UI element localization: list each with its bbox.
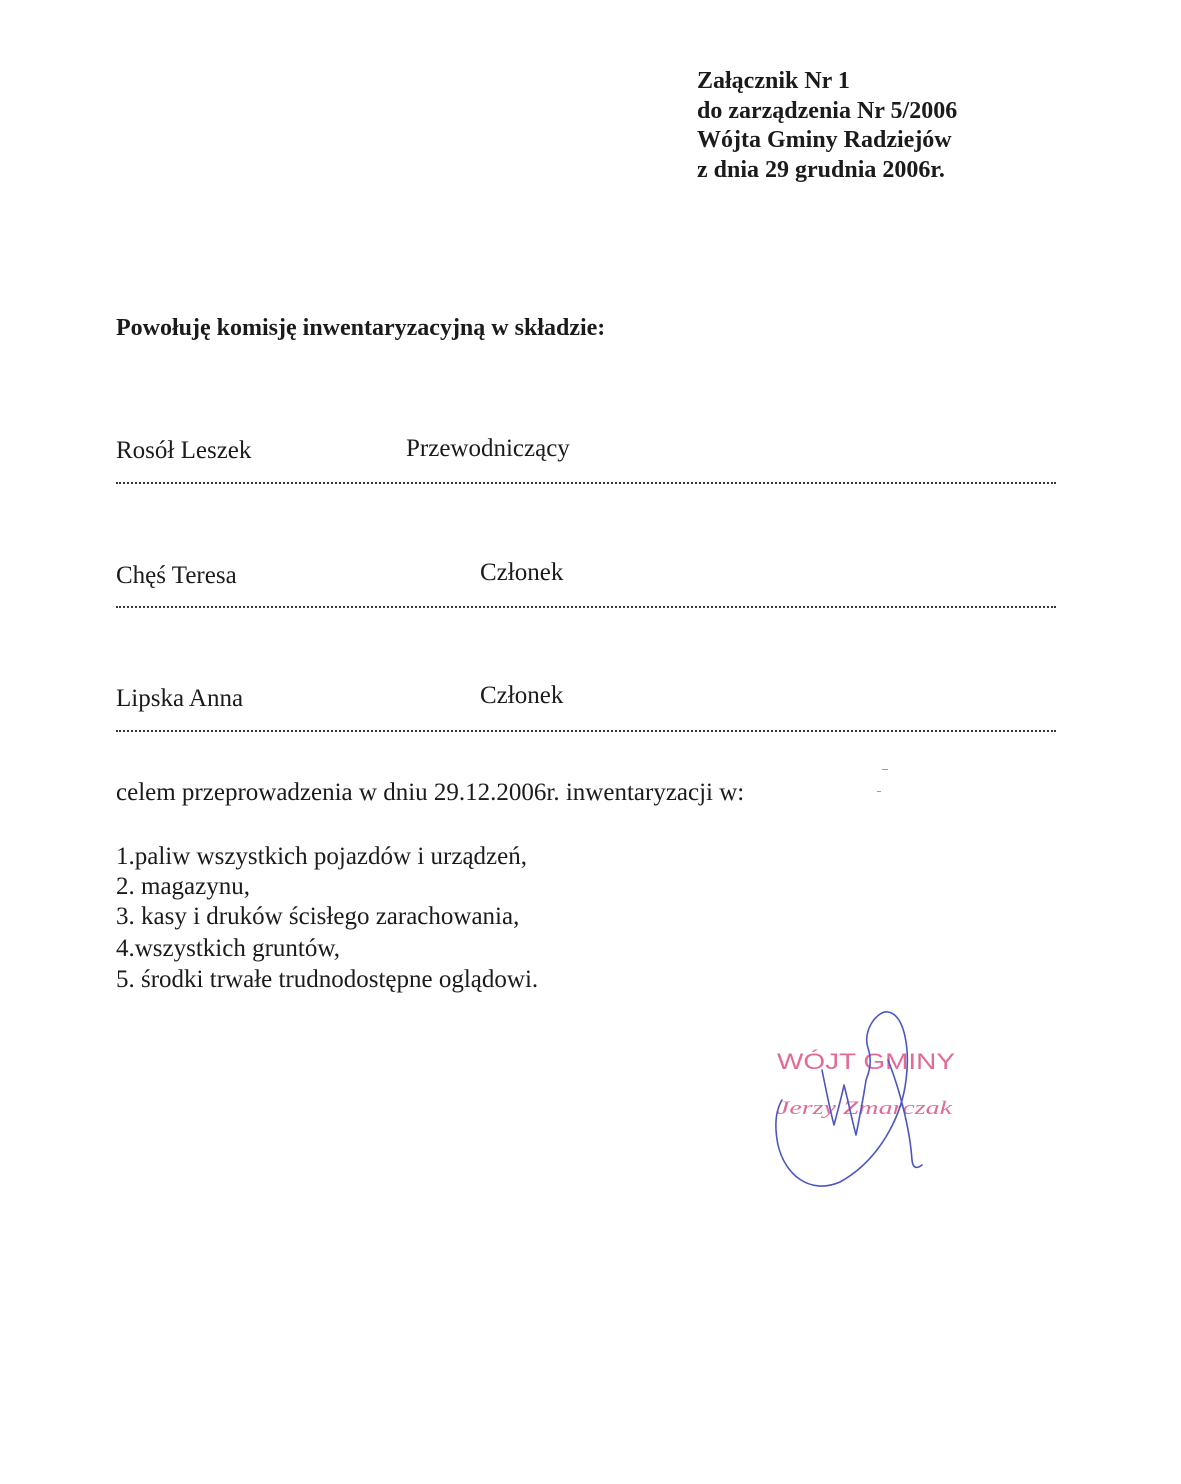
- intro-heading: Powołuję komisję inwentaryzacyjną w składzie:: [116, 315, 606, 341]
- list-item: 1.paliw wszystkich pojazdów i urządzeń,: [116, 843, 527, 870]
- list-item: 4.wszystkich gruntów,: [116, 935, 341, 962]
- stamp-title: WÓJT GMINY: [777, 1049, 956, 1074]
- header-line-order: do zarządzenia Nr 5/2006: [697, 97, 958, 124]
- header-line-date: z dnia 29 grudnia 2006r.: [697, 156, 945, 183]
- member-role: Przewodniczący: [406, 435, 570, 462]
- signature-dotted-line: [116, 482, 1056, 484]
- list-item: 2. magazynu,: [116, 873, 250, 900]
- member-name: Lipska Anna: [116, 685, 244, 712]
- stamp-name: Jerzy Zmarczak: [777, 1098, 953, 1119]
- signature-dotted-line: [116, 730, 1056, 732]
- member-name: Rosół Leszek: [116, 437, 252, 464]
- stamp-and-signature: [760, 1000, 980, 1200]
- header-line-authority: Wójta Gminy Radziejów: [697, 127, 952, 153]
- scan-mark: [882, 769, 888, 770]
- member-role: Członek: [480, 559, 564, 586]
- attachment-header: [697, 67, 957, 185]
- scan-mark: [877, 791, 881, 792]
- signature-dotted-line: [116, 606, 1056, 608]
- list-item: 3. kasy i druków ścisłego zarachowania,: [116, 903, 520, 930]
- header-line-attachment: Załącznik Nr 1: [697, 68, 850, 94]
- member-name: Chęś Teresa: [116, 562, 237, 589]
- member-role: Członek: [480, 682, 564, 709]
- purpose-text: celem przeprowadzenia w dniu 29.12.2006r. inwentaryzacji w:: [116, 779, 745, 806]
- list-item: 5. środki trwałe trudnodostępne oglądowi.: [116, 966, 539, 993]
